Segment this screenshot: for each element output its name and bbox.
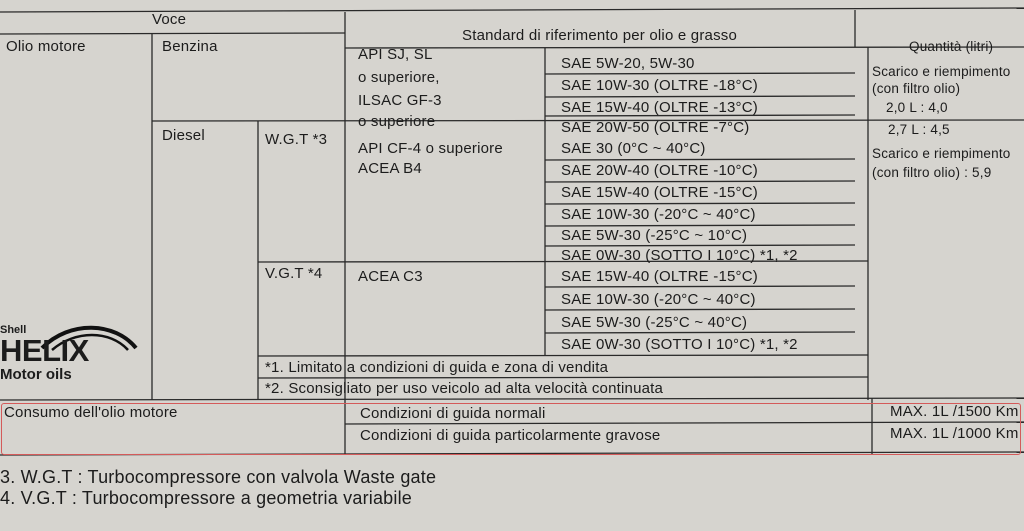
- benzina-qty-line: 2,7 L : 4,5: [888, 122, 950, 137]
- vgt-sae-row: SAE 0W-30 (SOTTO I 10°C) *1, *2: [561, 336, 798, 353]
- benzina-qty-line: Scarico e riempimento: [872, 64, 1011, 79]
- vgt-sae-row: SAE 5W-30 (-25°C ~ 40°C): [561, 314, 748, 331]
- benzina-sae-row: SAE 5W-20, 5W-30: [561, 55, 695, 72]
- benzina-qty-line: 2,0 L : 4,0: [886, 100, 948, 115]
- logo-brand: Shell: [0, 324, 27, 336]
- cond-gravose: Condizioni di guida particolarmente gravose: [360, 427, 661, 444]
- benzina-sae-row: SAE 10W-30 (OLTRE -18°C): [561, 77, 758, 94]
- vgt-std: ACEA C3: [358, 268, 423, 285]
- cond-normali: Condizioni di guida normali: [360, 405, 546, 422]
- benzina-std-line: ILSAC GF-3: [358, 92, 442, 109]
- benzina-sae-row: SAE 15W-40 (OLTRE -13°C): [561, 99, 758, 116]
- benzina-qty-line: (con filtro olio): [872, 81, 961, 96]
- wgt-sae-row: SAE 15W-40 (OLTRE -15°C): [561, 184, 758, 201]
- footnote-vgt: 4. V.G.T : Turbocompressore a geometria variabile: [0, 488, 412, 508]
- label-vgt: V.G.T *4: [265, 265, 323, 282]
- logo-name: HELIX: [0, 333, 89, 368]
- label-olio-motore: Olio motore: [6, 38, 86, 55]
- label-benzina: Benzina: [162, 38, 218, 55]
- logo-sub: Motor oils: [0, 366, 72, 383]
- max-normali: MAX. 1L /1500 Km: [890, 403, 1019, 420]
- vgt-sae-row: SAE 15W-40 (OLTRE -15°C): [561, 268, 758, 285]
- note-2: *2. Sconsigliato per uso veicolo ad alta velocità continuata: [265, 380, 664, 397]
- wgt-sae-row: SAE 20W-40 (OLTRE -10°C): [561, 162, 758, 179]
- footnote-wgt: 3. W.G.T : Turbocompressore con valvola Waste gate: [0, 467, 437, 487]
- benzina-std-line: o superiore,: [358, 69, 440, 86]
- header-quantita: Quantità (litri): [909, 39, 994, 54]
- diesel-qty-line: (con filtro olio) : 5,9: [872, 165, 992, 180]
- header-standard: Standard di riferimento per olio e grasso: [462, 27, 738, 44]
- vgt-sae-row: SAE 10W-30 (-20°C ~ 40°C): [561, 291, 756, 308]
- wgt-std-line: ACEA B4: [358, 160, 422, 177]
- benzina-sae-row: SAE 20W-50 (OLTRE -7°C): [561, 119, 750, 136]
- label-consumo: Consumo dell'olio motore: [4, 404, 178, 421]
- max-gravose: MAX. 1L /1000 Km: [890, 425, 1019, 442]
- wgt-std-line: API CF-4 o superiore: [358, 140, 503, 157]
- wgt-sae-row: SAE 10W-30 (-20°C ~ 40°C): [561, 206, 756, 223]
- label-diesel: Diesel: [162, 127, 205, 144]
- wgt-sae-row: SAE 30 (0°C ~ 40°C): [561, 140, 706, 157]
- diesel-qty-line: Scarico e riempimento: [872, 146, 1011, 161]
- label-wgt: W.G.T *3: [265, 131, 328, 148]
- highlight-box: [1, 403, 1021, 455]
- header-voce: Voce: [152, 11, 187, 28]
- note-1: *1. Limitato a condizioni di guida e zona di vendita: [265, 359, 609, 376]
- shell-helix-logo: [0, 318, 170, 388]
- wgt-sae-row: SAE 0W-30 (SOTTO I 10°C) *1, *2: [561, 247, 798, 264]
- benzina-std-line: API SJ, SL: [358, 46, 433, 63]
- benzina-std-line: o superiore: [358, 113, 436, 130]
- wgt-sae-row: SAE 5W-30 (-25°C ~ 10°C): [561, 227, 748, 244]
